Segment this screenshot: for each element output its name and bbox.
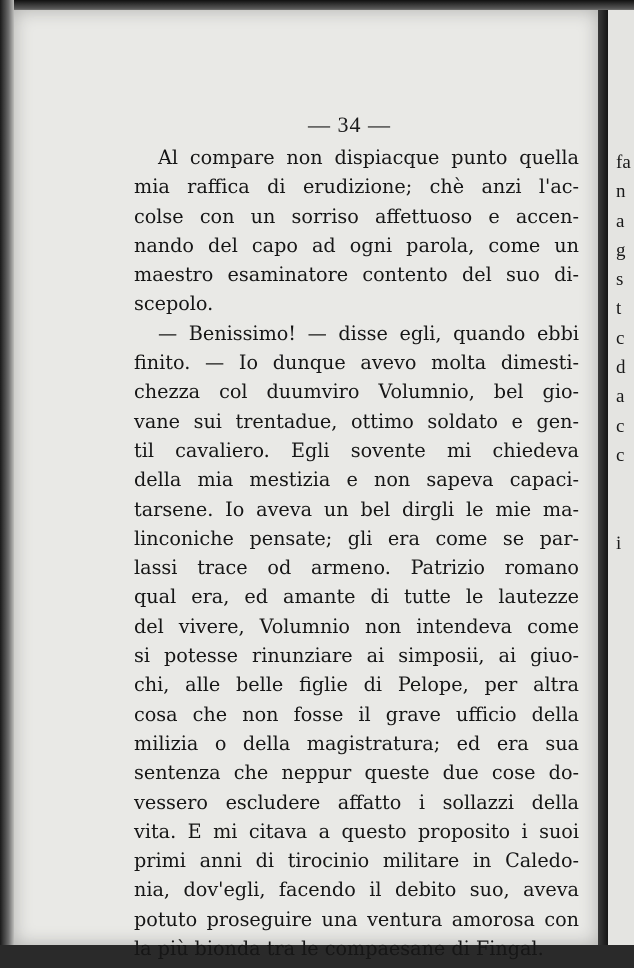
next-page-letter: c	[616, 444, 625, 466]
text-line: chezza col duumviro Volumnio, bel gio-	[134, 380, 579, 404]
next-page-letter	[616, 763, 634, 792]
text-line: si potesse rinunziare ai simposii, ai giuo-	[134, 644, 579, 668]
next-page-letter	[616, 822, 634, 851]
next-page-letter	[616, 587, 634, 616]
next-page-letter	[616, 939, 634, 968]
text-line: vessero escludere affatto i sollazzi della	[134, 790, 579, 814]
next-page-letter: i	[616, 532, 622, 554]
next-page-letter	[616, 880, 634, 909]
next-page-letter: d	[616, 357, 626, 379]
text-line: finito. — Io dunque avevo molta dimesti-	[134, 351, 579, 375]
next-page-letter	[616, 910, 634, 939]
next-page-letter	[616, 500, 634, 529]
next-page-letter: c	[616, 327, 625, 349]
next-page-letter	[616, 646, 634, 675]
text-line: la più bionda tra le compaesane di Fingal.	[134, 937, 544, 961]
next-page-letter: c	[616, 415, 625, 437]
text-line: scepolo.	[134, 292, 214, 316]
text-line: colse con un sorriso affettuoso e accen-	[134, 204, 579, 228]
text-line: della mia mestizia e non sapeva capaci-	[134, 468, 579, 492]
next-page-letter: fa	[616, 152, 631, 173]
next-page-letter	[616, 734, 634, 763]
next-page-letter	[616, 675, 634, 704]
text-line: qual era, ed amante di tutte le lautezze	[134, 585, 579, 609]
text-line: cosa che non fosse il grave ufficio della	[134, 702, 579, 726]
scan-left-edge	[0, 0, 14, 945]
next-page-letter	[616, 617, 634, 646]
next-page-letter	[616, 558, 634, 587]
text-line: til cavaliero. Egli sovente mi chiedeva	[134, 438, 579, 462]
next-page-letter: t	[616, 298, 622, 320]
text-line: vane sui trentadue, ottimo soldato e gen-	[134, 409, 579, 433]
text-line: chi, alle belle figlie di Pelope, per altra	[134, 673, 579, 697]
next-page-letter	[616, 705, 634, 734]
next-page-letter: n	[616, 181, 626, 203]
text-line: — Benissimo! — disse egli, quando ebbi	[158, 321, 579, 345]
text-line: tarsene. Io aveva un bel dirgli le mie ma-	[134, 497, 579, 521]
text-line: lassi trace od armeno. Patrizio romano	[134, 556, 579, 580]
text-line: Al compare non dispiacque punto quella	[158, 146, 579, 169]
next-page-letter	[616, 470, 634, 499]
page-number: — 34 —	[308, 112, 391, 137]
next-page-cut-letters	[616, 148, 634, 968]
next-page-letter: g	[616, 239, 626, 261]
next-page-letter: a	[616, 386, 625, 408]
text-line: primi anni di tirocinio militare in Caledo-	[134, 849, 579, 873]
text-line: nando del capo ad ogni parola, come un	[134, 233, 579, 257]
next-page-letter: s	[616, 269, 624, 291]
text-line: del vivere, Volumnio non intendeva come	[134, 614, 579, 638]
text-line: vita. E mi citava a questo proposito i suoi	[134, 819, 579, 843]
body-text	[134, 143, 579, 963]
next-page-letter	[616, 793, 634, 822]
text-line: mia raffica di erudizione; chè anzi l'ac-	[134, 175, 579, 199]
next-page-letter: a	[616, 210, 625, 232]
text-line: linconiche pensate; gli era come se par-	[134, 526, 579, 550]
text-line: milizia o della magistratura; ed era sua	[134, 731, 579, 755]
book-gutter	[598, 10, 608, 945]
text-line: maestro esaminatore contento del suo di-	[134, 263, 579, 287]
text-line: potuto proseguire una ventura amorosa con	[134, 907, 579, 931]
text-line: sentenza che neppur queste due cose do-	[134, 761, 579, 785]
text-line: nia, dov'egli, facendo il debito suo, aveva	[134, 878, 579, 902]
next-page-letter	[616, 851, 634, 880]
